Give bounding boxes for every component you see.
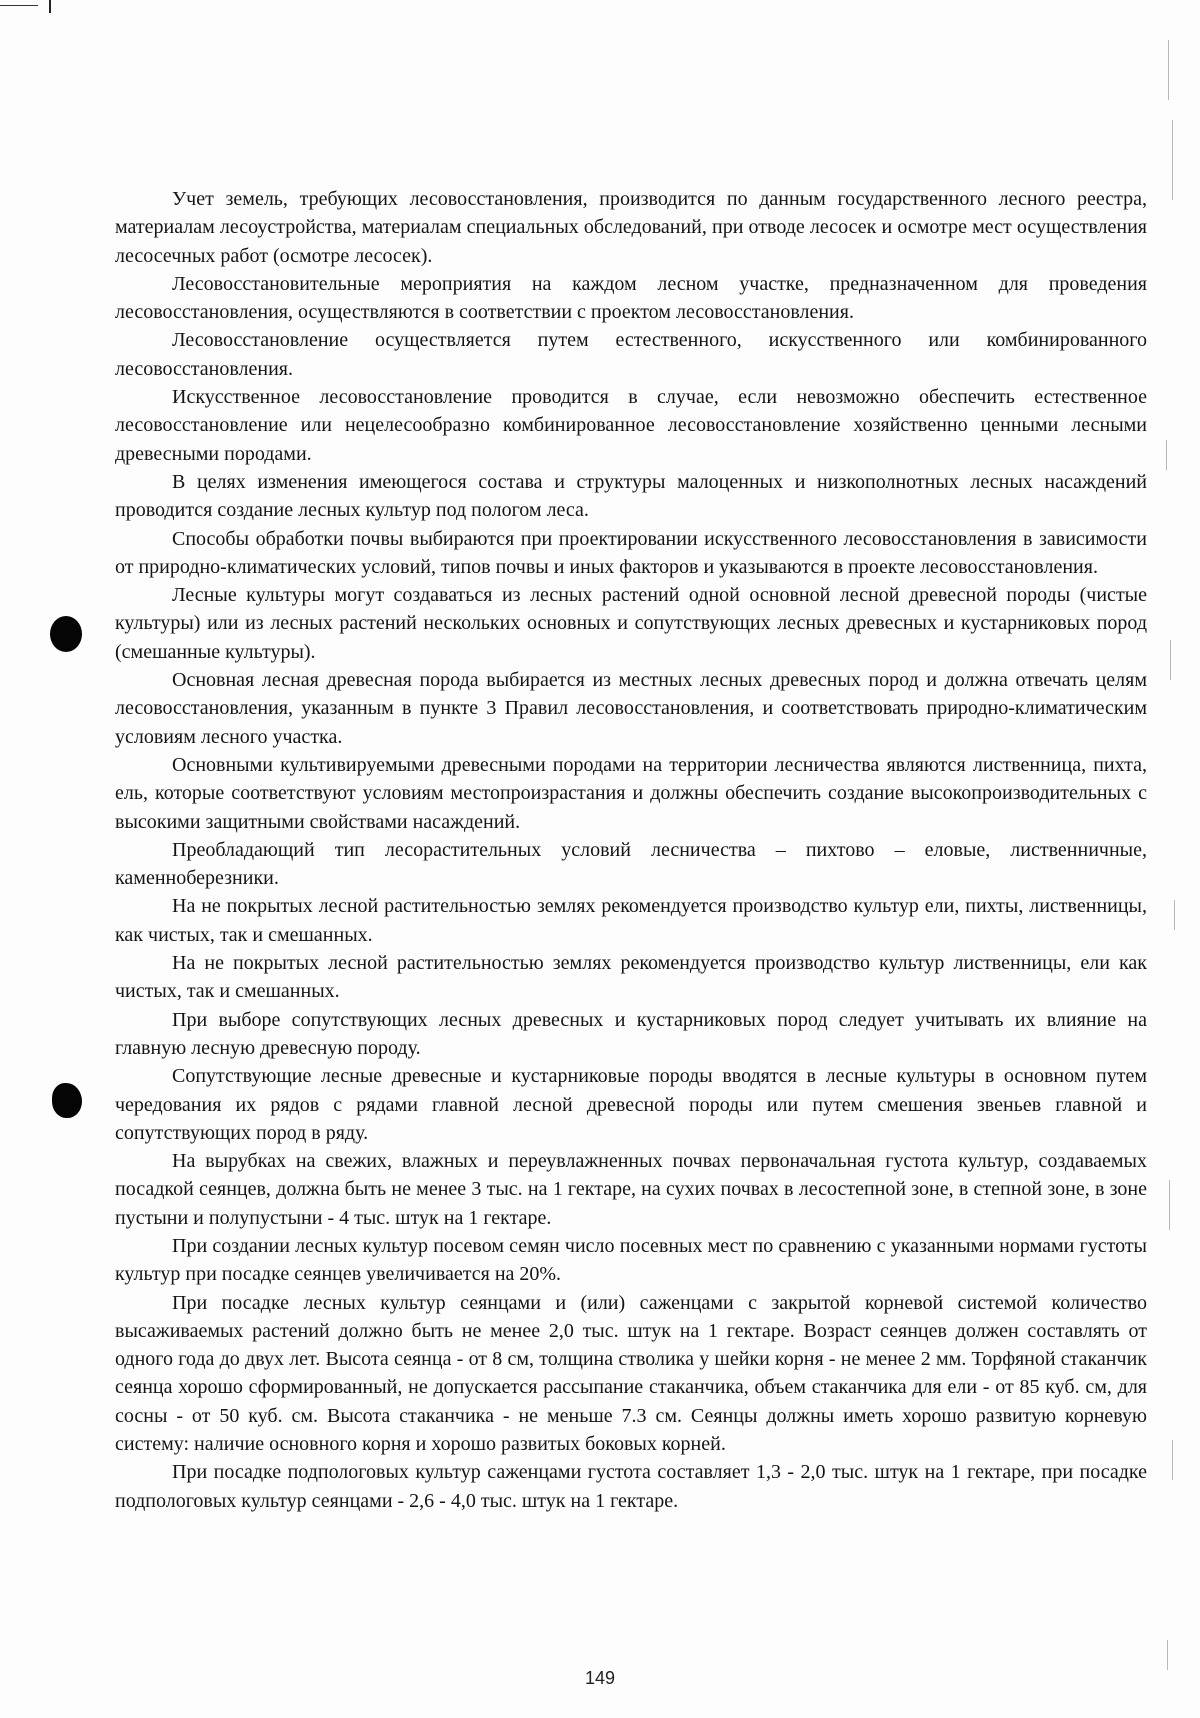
paragraph: Преобладающий тип лесорастительных условий лесничества – пихтово – еловые, лиственничные, каменноберезники.: [115, 838, 1147, 890]
page-number: 149: [584, 1668, 616, 1688]
paragraph: На вырубках на свежих, влажных и переувлажненных почвах первоначальная густота культур, создаваемых посадкой сеянцев, должна быть не менее 3 тыс. на 1 гектаре, на сухих почвах в лесостепной зоне, в степной зоне, в зоне пустыни и полупустыни - 4 тыс. штук на 1 гектаре.: [115, 1150, 1147, 1229]
punch-hole: [50, 616, 82, 652]
paragraph: На не покрытых лесной растительностью землях рекомендуется производство культур ели, пихты, лиственницы, как чистых, так и смешанных.: [115, 895, 1147, 946]
scan-mark-line: [0, 5, 38, 6]
paragraph: Лесовосстановление осуществляется путем естественного, искусственного или комбинированного лесовосстановления.: [115, 329, 1147, 380]
document-body: [115, 185, 1147, 1515]
paragraph: Основными культивируемыми древесными породами на территории лесничества являются лиственница, пихта, ель, которые соответствуют условиям местопроизрастания и должны обеспечить создание высокопроизводительных с высокими защитными свойствами насаждений.: [115, 753, 1147, 833]
paragraph: При посадке лесных культур сеянцами и (или) саженцами с закрытой корневой системой количество высаживаемых растений должно быть не менее 2,0 тыс. штук на 1 гектаре. Возраст сеянцев должен составлять от одного года до двух лет. Высота сеянца - от 8 см, толщина стволика у шейки корня - не менее 2 мм. Торфяной стаканчик сеянца хорошо сформированный, не допускается рассыпание стаканчика, объем стаканчика для ели - от 85 куб. см, для сосны - от 50 куб. см. Высота стаканчика - не меньше 7.3 см. Сеянцы должны иметь хорошо развитую корневую систему: наличие основного корня и хорошо развитых боковых корней.: [115, 1291, 1147, 1456]
paragraph: Учет земель, требующих лесовосстановления, производится по данным государственного лесного реестра, материалам лесоустройства, материалам специальных обследований, при отводе лесосек и осмотре мест осуществления лесосечных работ (осмотре лесосек).: [115, 188, 1147, 267]
paragraph: При посадке подпологовых культур саженцами густота составляет 1,3 - 2,0 тыс. штук на 1 гектаре, при посадке подпологовых культур сеянцами - 2,6 - 4,0 тыс. штук на 1 гектаре.: [115, 1461, 1147, 1512]
paragraph: Искусственное лесовосстановление проводится в случае, если невозможно обеспечить естественное лесовосстановление или нецелесообразно комбинированное лесовосстановление хозяйственно ценными лесными древесными породами.: [115, 386, 1147, 465]
paragraph: При выборе сопутствующих лесных древесных и кустарниковых пород следует учитывать их влияние на главную лесную древесную породу.: [115, 1008, 1147, 1059]
edge-scan-specks: [1160, 0, 1200, 1718]
paragraph: При создании лесных культур посевом семян число посевных мест по сравнению с указанными нормами густоты культур при посадке сеянцев увеличивается на 20%.: [115, 1234, 1147, 1286]
paragraph: В целях изменения имеющегося состава и структуры малоценных и низкополнотных лесных насаждений проводится создание лесных культур под пологом леса.: [115, 470, 1147, 522]
paragraph: Лесовосстановительные мероприятия на каждом лесном участке, предназначенном для проведения лесовосстановления, осуществляются в соответствии с проектом лесовосстановления.: [115, 272, 1147, 324]
paragraph: Основная лесная древесная порода выбирается из местных лесных древесных пород и должна отвечать целям лесовосстановления, указанным в пункте 3 Правил лесовосстановления, и соответствовать природно-климатическим условиям лесного участка.: [115, 669, 1147, 748]
corner-scan-mark: [0, 0, 56, 16]
punch-hole: [52, 1083, 82, 1118]
paragraph: Сопутствующие лесные древесные и кустарниковые породы вводятся в лесные культуры в основном путем чередования их рядов с рядами главной лесной древесной породы или путем смешения звеньев главной и сопутствующих пород в ряду.: [115, 1065, 1147, 1144]
paragraph: На не покрытых лесной растительностью землях рекомендуется производство культур лиственницы, ели как чистых, так и смешанных.: [115, 952, 1147, 1003]
paragraph: Лесные культуры могут создаваться из лесных растений одной основной лесной древесной породы (чистые культуры) или из лесных растений нескольких основных и сопутствующих лесных древесных и кустарниковых пород (смешанные культуры).: [115, 584, 1147, 663]
scan-mark-tick: [49, 0, 51, 13]
paragraph: Способы обработки почвы выбираются при проектировании искусственного лесовосстановления в зависимости от природно-климатических условий, типов почвы и иных факторов и указываются в проекте лесовосстановления.: [115, 527, 1147, 578]
